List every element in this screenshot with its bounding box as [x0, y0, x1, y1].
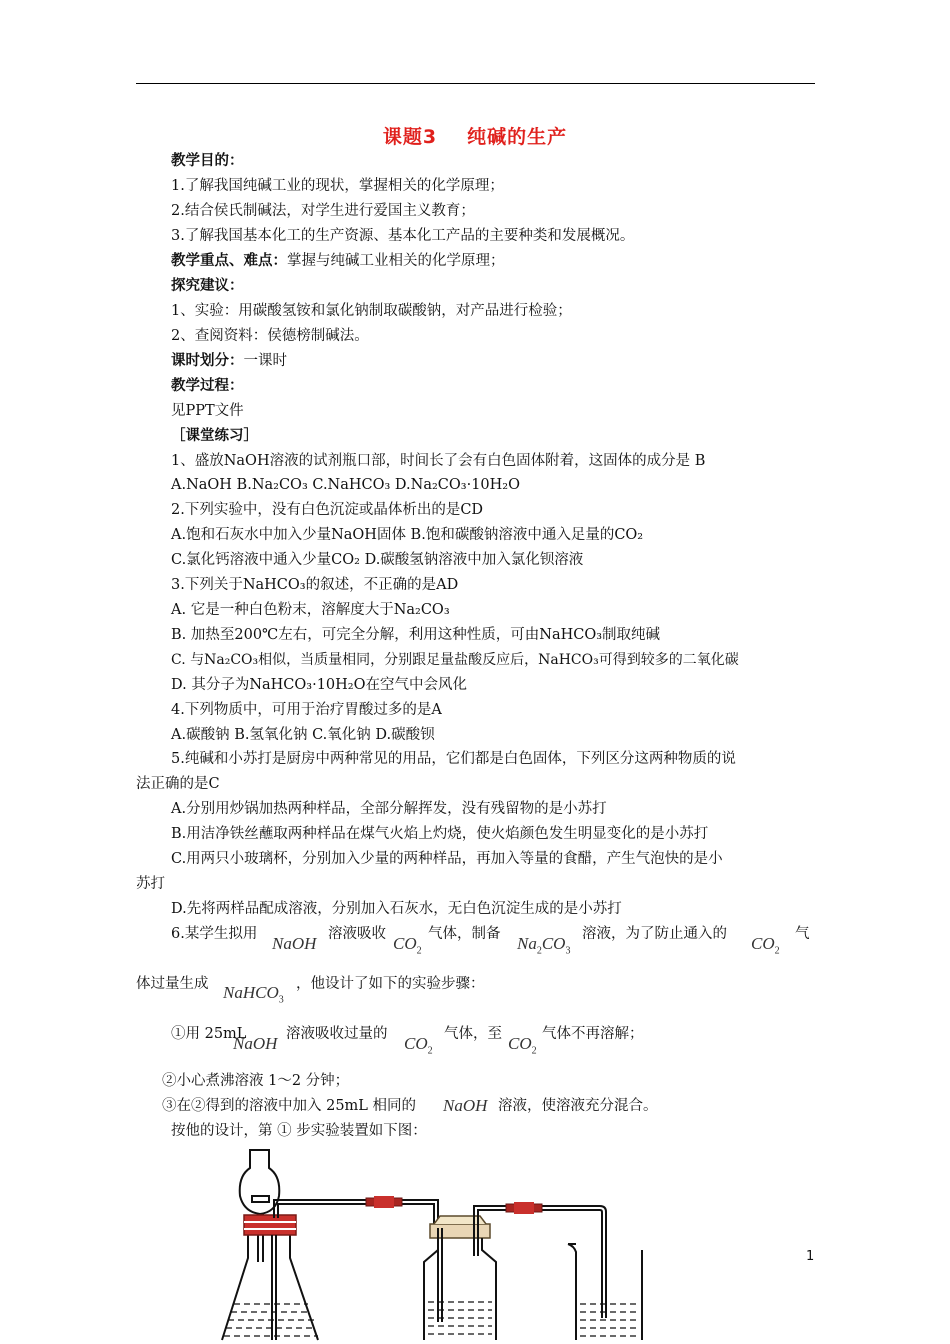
title-topic: 纯碱的生产	[467, 126, 568, 148]
question-3-option-d: D. 其分子为NaHCO₃·10H₂O在空气中会风化	[171, 677, 468, 693]
question-6-text-b: 溶液吸收	[328, 926, 386, 942]
question-6-text-g: ，他设计了如下的实验步骤：	[296, 976, 485, 992]
question-4-options: A.碳酸钠 B.氢氧化钠 C.氧化钠 D.碳酸钡	[171, 727, 435, 743]
question-5-option-c: C.用两只小玻璃杯，分别加入少量的两种样品，再加入等量的食醋，产生气泡快的是小	[171, 851, 723, 867]
question-5-cont: 法正确的是C	[136, 776, 220, 792]
question-2: 2.下列实验中，没有白色沉淀或晶体析出的是CD	[171, 502, 484, 518]
question-1-options: A.NaOH B.Na₂CO₃ C.NaHCO₃ D.Na₂CO₃·10H₂O	[171, 477, 520, 493]
objective-2: 2.结合侯氏制碱法，对学生进行爱国主义教育；	[171, 203, 475, 219]
objective-1: 1.了解我国纯碱工业的现状，掌握相关的化学原理；	[171, 178, 504, 194]
question-3-option-a: A. 它是一种白色粉末，溶解度大于Na₂CO₃	[171, 602, 450, 618]
process-heading: 教学过程：	[171, 378, 244, 394]
question-6-text-d: 溶液，为了防止通入的	[582, 926, 727, 942]
inquiry-heading: 探究建议：	[171, 278, 244, 294]
conical-flask	[222, 1215, 318, 1340]
objective-3: 3.了解我国基本化工的生产资源、基本化工产品的主要种类和发展概况。	[171, 228, 635, 244]
formula-co2: $CO_2$	[404, 1034, 433, 1057]
question-6-text-c: 气体，制备	[428, 926, 501, 942]
delivery-tube	[274, 1196, 438, 1228]
class-hours-text: 一课时	[243, 353, 287, 369]
question-6-text-e: 气	[795, 926, 810, 942]
key-points-text: 掌握与纯碱工业相关的化学原理；	[287, 253, 505, 269]
step-2: ②小心煮沸溶液 1～2 分钟；	[162, 1073, 350, 1089]
question-4: 4.下列物质中，可用于治疗胃酸过多的是A	[171, 702, 442, 718]
question-3-option-b: B. 加热至200℃左右，可完全分解，利用这种性质，可由NaHCO₃制取纯碱	[171, 627, 661, 643]
question-5: 5.纯碱和小苏打是厨房中两种常见的用品，它们都是白色固体，下列区分这两种物质的说	[171, 751, 736, 767]
question-5-option-d: D.先将两样品配成溶液，分别加入石灰水，无白色沉淀生成的是小苏打	[171, 901, 622, 917]
step-1-text-d: 气体不再溶解；	[542, 1026, 644, 1042]
inquiry-1: 1、实验：用碳酸氢铵和氯化钠制取碳酸钠，对产品进行检验；	[171, 303, 572, 319]
question-2-options-cd: C.氯化钙溶液中通入少量CO₂ D.碳酸氢钠溶液中加入氯化钡溶液	[171, 552, 584, 568]
question-3: 3.下列关于NaHCO₃的叙述，不正确的是AD	[171, 577, 459, 593]
question-1: 1、盛放NaOH溶液的试剂瓶口部，时间长了会有白色固体附着，这固体的成分是 B	[171, 453, 706, 469]
objectives-heading: 教学目的：	[171, 153, 244, 169]
question-5-option-b: B.用洁净铁丝蘸取两种样品在煤气火焰上灼烧，使火焰颜色发生明显变化的是小苏打	[171, 826, 709, 842]
title-lesson: 课题3	[382, 126, 438, 148]
question-5-option-a: A.分别用炒锅加热两种样品，全部分解挥发，没有残留物的是小苏打	[171, 801, 607, 817]
process-text: 见PPT文件	[171, 403, 244, 419]
step-1-text-a: ①用 25mL	[171, 1026, 247, 1042]
formula-naoh: NaOH	[443, 1096, 488, 1115]
exercise-heading: ［课堂练习］	[171, 428, 258, 444]
question-5-option-c-cont: 苏打	[136, 876, 165, 892]
formula-co2: $CO_2$	[393, 934, 422, 957]
formula-nahco3: NaHCO$_3$	[223, 983, 284, 1006]
formula-naoh: NaOH	[233, 1034, 278, 1053]
formula-co2: $CO_2$	[751, 934, 780, 957]
step-3-text-a: ③在②得到的溶液中加入 25mL 相同的	[162, 1098, 417, 1114]
step-caption: 按他的设计，第 ① 步实验装置如下图：	[171, 1123, 427, 1139]
formula-naoh: NaOH	[272, 934, 317, 953]
inquiry-2: 2、查阅资料：侯德榜制碱法。	[171, 328, 369, 344]
question-6-text-a: 6.某学生拟用	[171, 926, 258, 942]
formula-na2co3: $Na_2CO_3$	[517, 934, 571, 957]
page-number: 1	[806, 1249, 815, 1264]
question-6-text-f: 体过量生成	[136, 976, 209, 992]
gas-bottle	[424, 1216, 496, 1340]
question-3-option-c: C. 与Na₂CO₃相似，当质量相同，分别跟足量盐酸反应后，NaHCO₃可得到较多的二氧化碳	[171, 652, 739, 668]
key-points-label: 教学重点、难点：	[171, 253, 287, 269]
formula-co2: $CO_2$	[508, 1034, 537, 1057]
question-2-options-ab: A.饱和石灰水中加入少量NaOH固体 B.饱和碳酸钠溶液中通入足量的CO₂	[171, 527, 644, 543]
step-1-text-b: 溶液吸收过量的	[286, 1026, 388, 1042]
step-1-text-c: 气体，至	[444, 1026, 502, 1042]
step-3-text-b: 溶液，使溶液充分混合。	[498, 1098, 658, 1114]
class-hours-label: 课时划分：	[171, 353, 244, 369]
